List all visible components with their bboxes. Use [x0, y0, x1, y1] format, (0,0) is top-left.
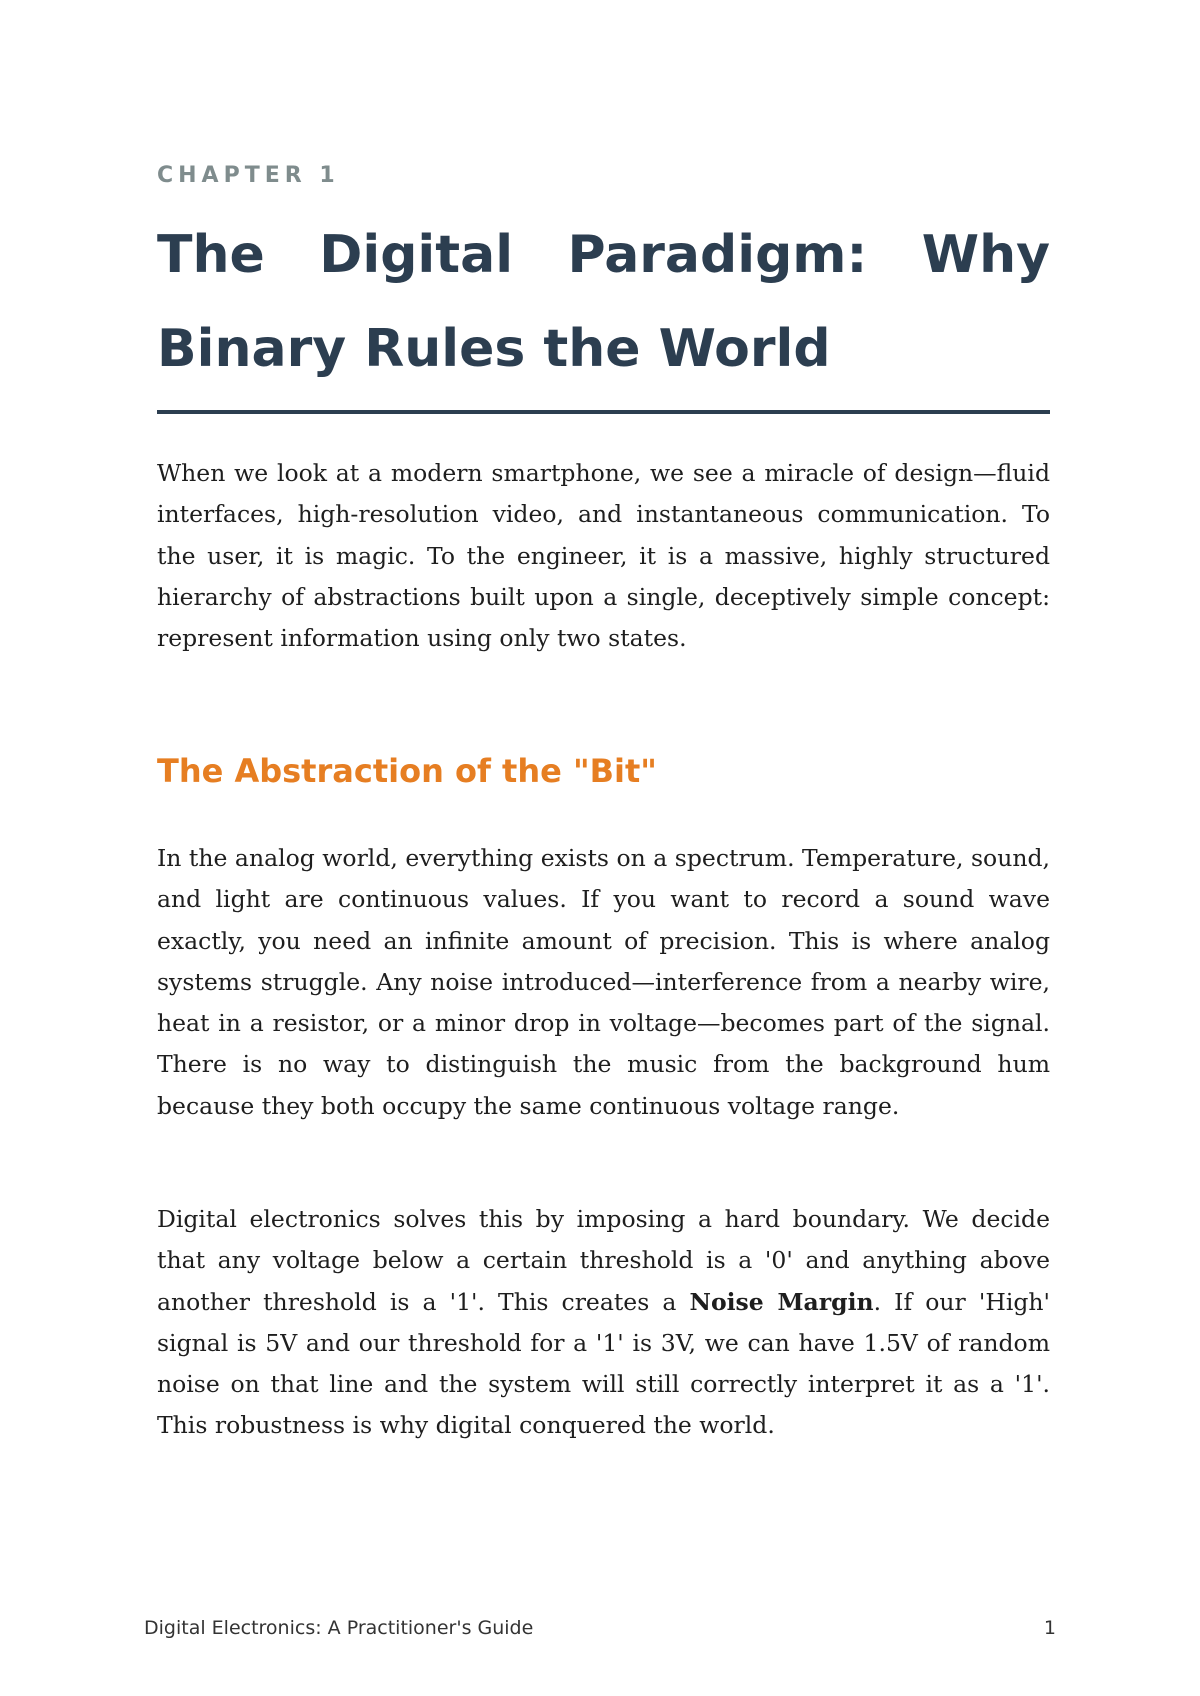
section-heading: The Abstraction of the "Bit"	[157, 752, 657, 790]
intro-paragraph: When we look at a modern smartphone, we see a miracle of design—fluid interfaces, high-resolution video, and instantaneous communication. To the user, it is magic. To the engineer, it is a massive, highly structured hierarchy of abstractions built upon a single, deceptively simple concept: represent information using only two states.	[157, 459, 1050, 653]
section-paragraph-1: In the analog world, everything exists on a spectrum. Temperature, sound, and light are continuous values. If you want to record a sound wave exactly, you need an infinite amount of precision. This is where analog systems struggle. Any noise introduced—interference from a nearby wire, heat in a resistor, or a minor drop in voltage—becomes part of the signal. There is no way to distinguish the music from the background hum because they both occupy the same continuous voltage range.	[157, 844, 1050, 1120]
paragraph-2-text-end: . If our 'High' signal is 5V and our threshold for a '1' is 3V, we can have 1.5V of random noise on that line and the system will still correctly interpret it as a '1'. This robustness is why digital conquered the world.	[157, 1287, 1050, 1440]
chapter-title: The Digital Paradigm: Why Binary Rules the World	[157, 225, 1050, 379]
paragraph-2-text-start: Digital electronics solves this by imposing a hard boundary. We decide that any voltage below a certain threshold is a '0' and anything above another threshold is a '1'. This creates a	[157, 1205, 1050, 1316]
noise-margin-term: Noise Margin	[689, 1287, 874, 1316]
title-divider	[157, 410, 1050, 414]
footer-page-number: 1	[1043, 1617, 1056, 1639]
chapter-label: CHAPTER 1	[157, 163, 340, 188]
footer-book-title: Digital Electronics: A Practitioner's Guide	[144, 1617, 534, 1639]
section-paragraph-2	[157, 1199, 1050, 1447]
